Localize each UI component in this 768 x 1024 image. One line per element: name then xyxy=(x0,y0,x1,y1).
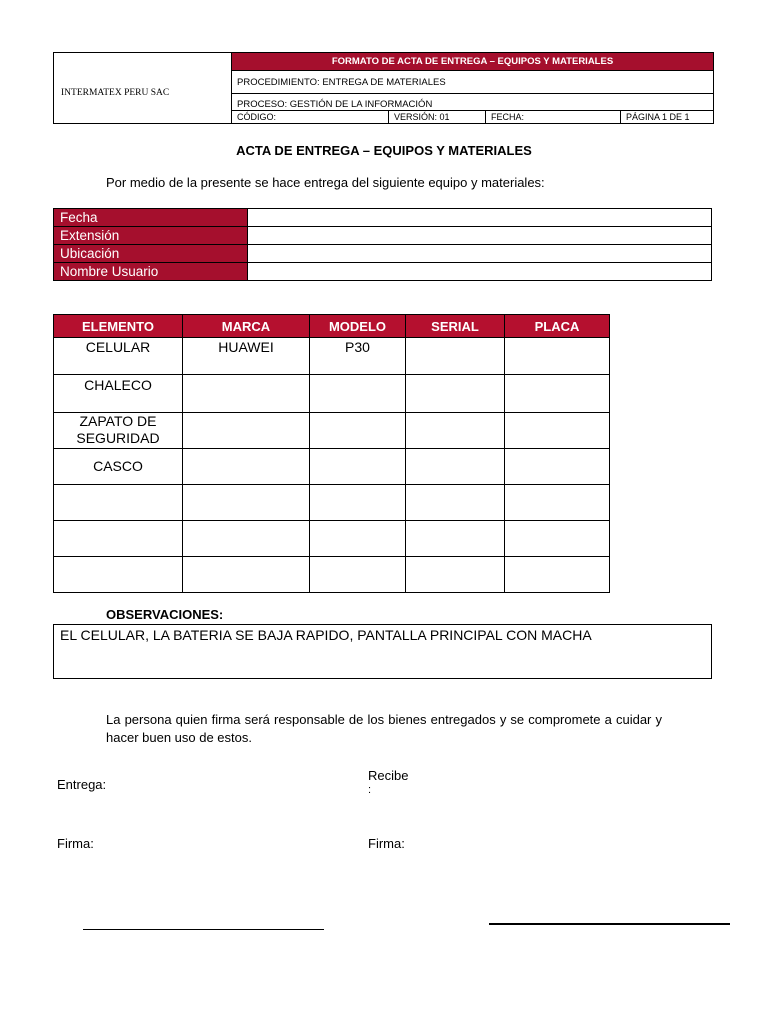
observations-label: OBSERVACIONES: xyxy=(106,607,224,622)
cell-modelo[interactable] xyxy=(310,485,406,521)
table-row xyxy=(54,449,610,485)
cell-modelo[interactable]: P30 xyxy=(310,338,406,375)
cell-elemento[interactable]: CASCO xyxy=(54,449,183,485)
col-marca: MARCA xyxy=(183,315,310,338)
table-row xyxy=(54,557,610,593)
table-row xyxy=(54,375,610,413)
version-cell: VERSIÓN: 01 xyxy=(389,111,486,124)
document-header xyxy=(53,52,714,124)
observations-box[interactable]: EL CELULAR, LA BATERIA SE BAJA RAPIDO, PANTALLA PRINCIPAL CON MACHA xyxy=(53,624,712,679)
table-row xyxy=(54,413,610,449)
cell-elemento[interactable]: CELULAR xyxy=(54,338,183,375)
cell-marca[interactable]: HUAWEI xyxy=(183,338,310,375)
items-header-row xyxy=(54,315,610,338)
cell-serial[interactable] xyxy=(406,557,505,593)
items-table xyxy=(53,314,610,593)
info-row-extension xyxy=(54,227,712,245)
cell-marca[interactable] xyxy=(183,413,310,449)
signature-line-left[interactable] xyxy=(83,929,324,930)
company-cell xyxy=(54,53,232,123)
cell-serial[interactable] xyxy=(406,521,505,557)
code-cell: CÓDIGO: xyxy=(232,111,389,124)
info-row-usuario xyxy=(54,263,712,281)
cell-placa[interactable] xyxy=(505,449,610,485)
firma-right-label: Firma: xyxy=(368,836,405,851)
recibe-colon: : xyxy=(368,784,372,796)
cell-marca[interactable] xyxy=(183,449,310,485)
cell-modelo[interactable] xyxy=(310,449,406,485)
entrega-label: Entrega: xyxy=(57,777,107,792)
document-title: ACTA DE ENTREGA – EQUIPOS Y MATERIALES xyxy=(236,143,532,158)
fecha-value[interactable] xyxy=(248,209,712,227)
cell-placa[interactable] xyxy=(505,485,610,521)
cell-placa[interactable] xyxy=(505,413,610,449)
extension-label: Extensión xyxy=(54,227,248,245)
process-row: PROCESO: GESTIÓN DE LA INFORMACIÓN xyxy=(232,94,713,111)
cell-elemento[interactable] xyxy=(54,485,183,521)
cell-placa[interactable] xyxy=(505,521,610,557)
cell-serial[interactable] xyxy=(406,338,505,375)
cell-elemento[interactable] xyxy=(54,521,183,557)
col-serial: SERIAL xyxy=(406,315,505,338)
col-placa: PLACA xyxy=(505,315,610,338)
procedure-row: PROCEDIMIENTO: ENTREGA DE MATERIALES xyxy=(232,70,713,94)
table-row xyxy=(54,521,610,557)
table-row xyxy=(54,338,610,375)
info-row-fecha xyxy=(54,209,712,227)
cell-modelo[interactable] xyxy=(310,375,406,413)
cell-modelo[interactable] xyxy=(310,557,406,593)
header-meta-row xyxy=(232,111,713,124)
cell-placa[interactable] xyxy=(505,557,610,593)
cell-marca[interactable] xyxy=(183,557,310,593)
cell-elemento[interactable] xyxy=(54,557,183,593)
cell-serial[interactable] xyxy=(406,375,505,413)
cell-serial[interactable] xyxy=(406,413,505,449)
fecha-label: Fecha xyxy=(54,209,248,227)
info-row-ubicacion xyxy=(54,245,712,263)
cell-marca[interactable] xyxy=(183,521,310,557)
header-info xyxy=(232,53,713,123)
usuario-label: Nombre Usuario xyxy=(54,263,248,281)
cell-placa[interactable] xyxy=(505,338,610,375)
recibe-label: Recibe xyxy=(368,768,409,783)
responsibility-text: La persona quien firma será responsable de los bienes entregados y se compromete a cuidar y hacer buen uso de estos. xyxy=(106,712,662,745)
col-elemento: ELEMENTO xyxy=(54,315,183,338)
extension-value[interactable] xyxy=(248,227,712,245)
ubicacion-value[interactable] xyxy=(248,245,712,263)
cell-elemento[interactable]: CHALECO xyxy=(54,375,183,413)
info-table xyxy=(53,208,712,281)
cell-placa[interactable] xyxy=(505,375,610,413)
date-cell: FECHA: xyxy=(486,111,621,124)
cell-serial[interactable] xyxy=(406,485,505,521)
signature-line-right[interactable] xyxy=(489,923,730,925)
col-modelo: MODELO xyxy=(310,315,406,338)
ubicacion-label: Ubicación xyxy=(54,245,248,263)
cell-modelo[interactable] xyxy=(310,413,406,449)
page-cell: PÁGINA 1 DE 1 xyxy=(626,112,690,122)
cell-modelo[interactable] xyxy=(310,521,406,557)
intro-text: Por medio de la presente se hace entrega del siguiente equipo y materiales: xyxy=(106,175,545,190)
table-row xyxy=(54,485,610,521)
firma-left-label: Firma: xyxy=(57,836,94,851)
usuario-value[interactable] xyxy=(248,263,712,281)
cell-elemento[interactable]: ZAPATO DE SEGURIDAD xyxy=(54,413,183,449)
format-title: FORMATO DE ACTA DE ENTREGA – EQUIPOS Y MATERIALES xyxy=(232,53,713,71)
cell-marca[interactable] xyxy=(183,375,310,413)
cell-marca[interactable] xyxy=(183,485,310,521)
cell-serial[interactable] xyxy=(406,449,505,485)
company-name: INTERMATEX PERU SAC xyxy=(61,88,170,98)
